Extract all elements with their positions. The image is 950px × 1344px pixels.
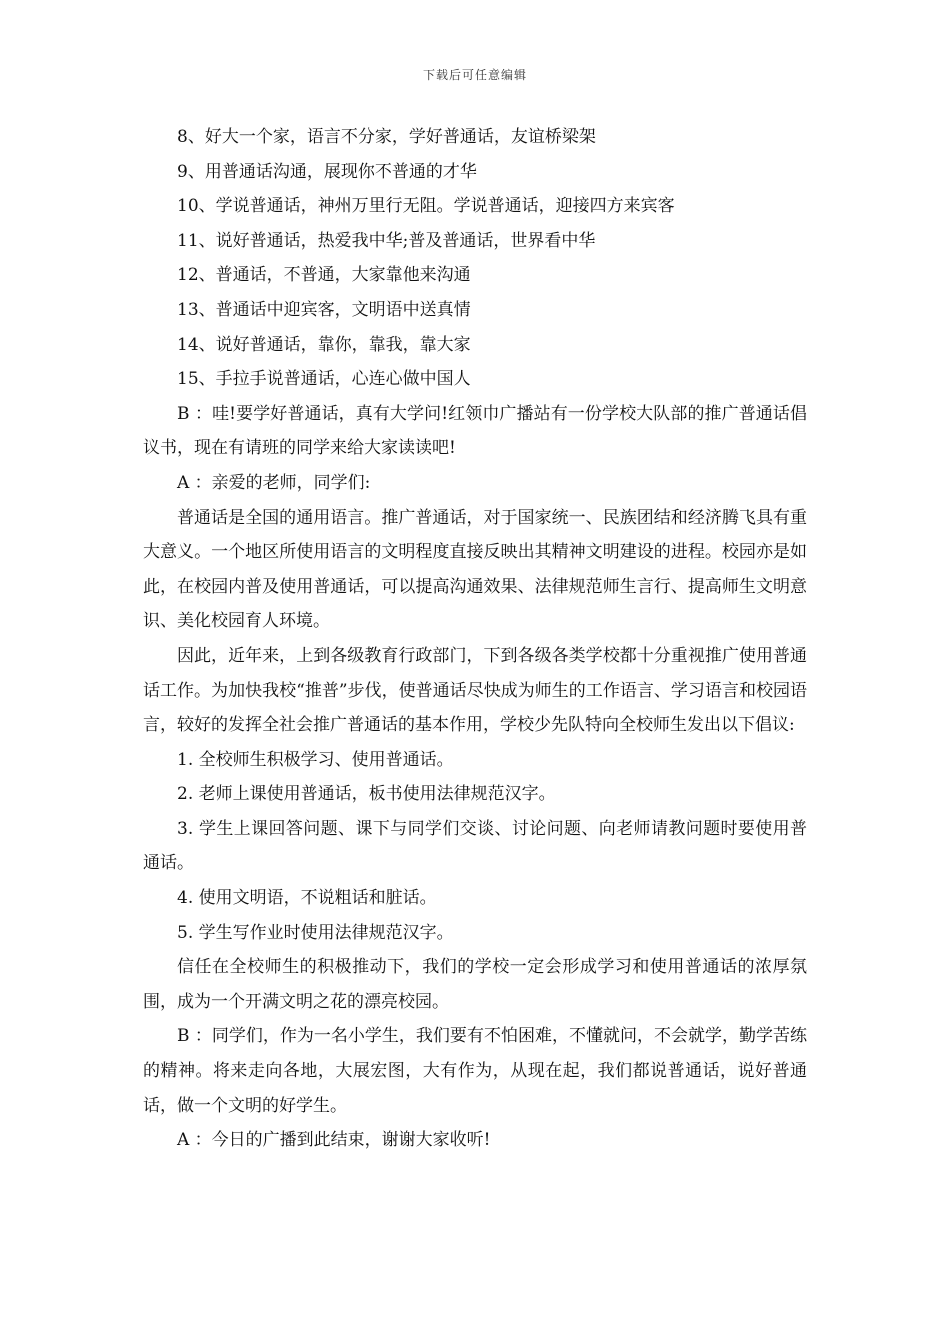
proposal-item-4: 4. 使用文明语，不说粗话和脏话。 [177, 888, 437, 909]
proposal-paragraph-1: 普通话是全国的通用语言。推广普通话，对于国家统一、民族团结和经济腾飞具有重大意义。一个地区所使用语言的文明程度直接反映出其精神文明建设的进程。校园亦是如此，在校园内普及使用普通话，可以提高沟通效果、法律规范师生言行、提高师生文明意识、美化校园育人环境。 [143, 507, 807, 632]
slogan-14: 14、说好普通话，靠你，靠我，靠大家 [177, 334, 471, 355]
proposal-item-1: 1. 全校师生积极学习、使用普通话。 [177, 749, 454, 770]
slogan-9: 9、用普通话沟通，展现你不普通的才华 [177, 161, 477, 182]
slogan-10: 10、学说普通话，神州万里行无阻。学说普通话，迎接四方来宾客 [177, 196, 675, 217]
proposal-closing: 信任在全校师生的积极推动下，我们的学校一定会形成学习和使用普通话的浓厚氛围，成为一个开满文明之花的漂亮校园。 [143, 957, 807, 1012]
dialogue-b-closing: B ：同学们，作为一名小学生，我们要有不怕困难，不懂就问，不会就学，勤学苦练的精神。将来走向各地，大展宏图，大有作为，从现在起，我们都说普通话，说好普通话，做一个文明的好学生。 [143, 1026, 807, 1116]
slogan-13: 13、普通话中迎宾客，文明语中送真情 [177, 299, 471, 320]
proposal-item-3: 3. 学生上课回答问题、课下与同学们交谈、讨论问题、向老师请教问题时要使用普通话。 [143, 818, 807, 874]
dialogue-a-greeting: A ：亲爱的老师，同学们: [177, 472, 371, 493]
page-header: 下载后可任意编辑 [422, 68, 527, 82]
proposal-paragraph-2: 因此，近年来，上到各级教育行政部门，下到各级各类学校都十分重视推广使用普通话工作。为加快我校“推普”步伐，使普通话尽快成为师生的工作语言、学习语言和校园语言，较好的发挥全社会推广普通话的基本作用，学校少先队特向全校师生发出以下倡议: [143, 645, 807, 736]
slogan-8: 8、好大一个家，语言不分家，学好普通话，友谊桥梁架 [177, 127, 596, 147]
proposal-item-2: 2. 老师上课使用普通话，板书使用法律规范汉字。 [177, 784, 556, 805]
proposal-item-5: 5. 学生写作业时使用法律规范汉字。 [177, 922, 454, 943]
slogan-12: 12、普通话，不普通，大家靠他来沟通 [177, 265, 471, 286]
dialogue-b-intro: B ：哇!要学好普通话，真有大学问!红领巾广播站有一份学校大队部的推广普通话倡议书，现在有请班的同学来给大家读读吧! [143, 403, 807, 459]
slogan-15: 15、手拉手说普通话，心连心做中国人 [177, 369, 471, 390]
dialogue-a-farewell: A ：今日的广播到此结束，谢谢大家收听! [177, 1130, 491, 1151]
document-body [143, 120, 807, 1158]
slogan-11: 11、说好普通话，热爱我中华;普及普通话，世界看中华 [177, 230, 596, 251]
